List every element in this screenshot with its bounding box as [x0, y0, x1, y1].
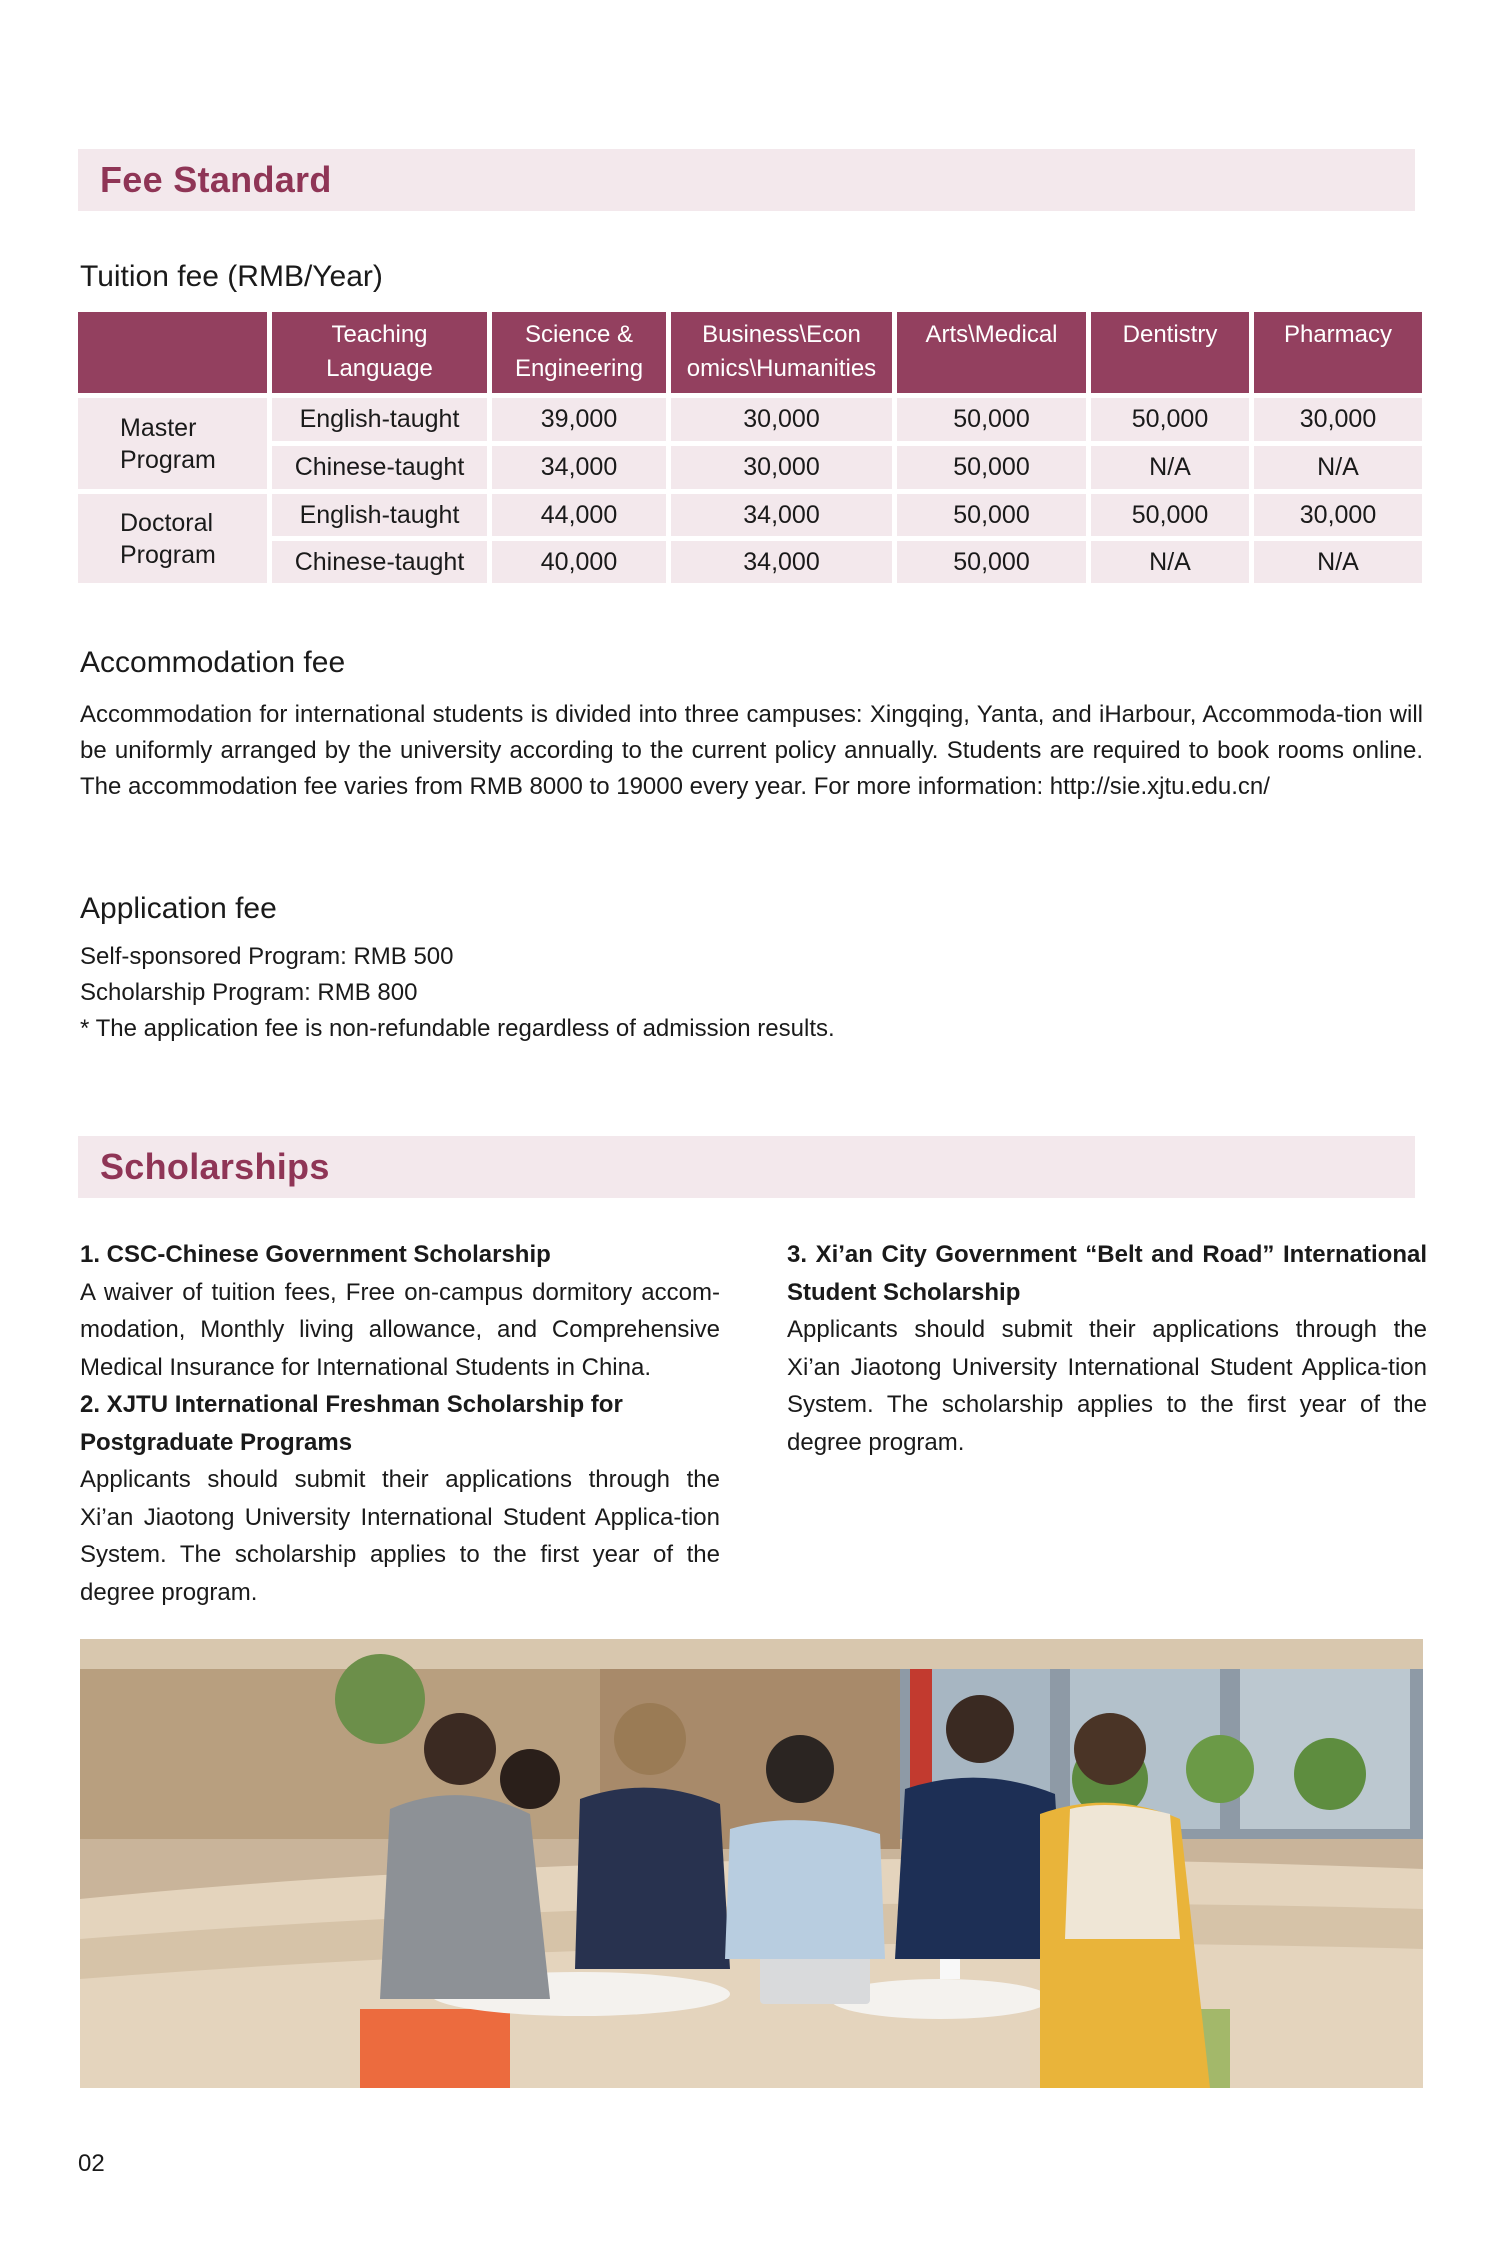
table-cell: 30,000 [1254, 494, 1422, 536]
scholarship-1-title: 1. CSC-Chinese Government Scholarship [80, 1241, 551, 1268]
table-cell: 50,000 [1091, 494, 1249, 536]
table-cell: N/A [1254, 541, 1422, 583]
accommodation-heading: Accommodation fee [80, 646, 346, 679]
table-cell: 50,000 [1091, 398, 1249, 441]
page-number: 02 [78, 2150, 105, 2177]
table-cell: 50,000 [897, 494, 1086, 536]
application-line-self-sponsored: Self-sponsored Program: RMB 500 [80, 943, 454, 970]
table-cell: English-taught [272, 494, 487, 536]
table-cell: 34,000 [671, 494, 892, 536]
header-arts-medical: Arts\Medical [897, 312, 1086, 393]
scholarship-2-text: Applicants should submit their applications through the Xi’an Jiaotong University International Student Applica-tion System. The scholarship applies to the first year of the degree program. [80, 1466, 720, 1606]
scholarship-3-text: Applicants should submit their applications through the Xi’an Jiaotong University International Student Applica-tion System. The scholarship applies to the first year of the degree program. [787, 1316, 1427, 1456]
table-cell: Chinese-taught [272, 541, 487, 583]
table-cell: 30,000 [1254, 398, 1422, 441]
table-cell: 39,000 [492, 398, 666, 441]
tuition-heading: Tuition fee (RMB/Year) [80, 260, 383, 293]
table-cell: N/A [1091, 446, 1249, 489]
scholarship-3-title: 3. Xi’an City Government “Belt and Road” International Student Scholarship [787, 1241, 1427, 1306]
fee-standard-title: Fee Standard [100, 159, 332, 200]
fee-standard-band [78, 149, 1415, 211]
table-cell: N/A [1254, 446, 1422, 489]
table-cell: 34,000 [492, 446, 666, 489]
table-cell: 50,000 [897, 446, 1086, 489]
scholarships-column-right [787, 1236, 1427, 1461]
header-science-engineering: Science & Engineering [492, 312, 666, 393]
scholarship-1-text: A waiver of tuition fees, Free on-campus dormitory accom-modation, Monthly living allowance, and Comprehensive Medical Insurance for International Students in China. [80, 1278, 720, 1381]
application-line-scholarship: Scholarship Program: RMB 800 [80, 979, 418, 1006]
header-pharmacy: Pharmacy [1254, 312, 1422, 393]
application-note: * The application fee is non-refundable regardless of admission results. [80, 1015, 835, 1042]
table-cell: English-taught [272, 398, 487, 441]
table-cell: Chinese-taught [272, 446, 487, 489]
header-teaching-language: Teaching Language [272, 312, 487, 393]
header-dentistry: Dentistry [1091, 312, 1249, 393]
header-business-economics-humanities: Business\Econ omics\Humanities [671, 312, 892, 393]
table-cell: 44,000 [492, 494, 666, 536]
group-doctoral-program: Doctoral Program [78, 494, 267, 583]
application-heading: Application fee [80, 892, 277, 925]
group-master-program: Master Program [78, 398, 267, 489]
scholarships-title: Scholarships [100, 1146, 330, 1187]
table-cell: 40,000 [492, 541, 666, 583]
table-cell: 50,000 [897, 398, 1086, 441]
table-cell: 34,000 [671, 541, 892, 583]
table-cell: 30,000 [671, 398, 892, 441]
table-cell: N/A [1091, 541, 1249, 583]
scholarships-column-left [80, 1236, 720, 1611]
students-discussion-photo [80, 1639, 1423, 2088]
table-cell: 50,000 [897, 541, 1086, 583]
scholarship-2-title: 2. XJTU International Freshman Scholarship for Postgraduate Programs [80, 1391, 623, 1456]
accommodation-text: Accommodation for international students is divided into three campuses: Xingqing, Yanta, and iHarbour, Accommoda-tion will be uniformly arranged by the university according to the current policy annually. Students are required to book rooms online. The accommodation fee varies from RMB 8000 to 19000 every year. For more information: http://sie.xjtu.edu.cn/ [80, 701, 1423, 800]
scholarships-band [78, 1136, 1415, 1198]
table-cell: 30,000 [671, 446, 892, 489]
table-corner-cell [78, 312, 267, 393]
